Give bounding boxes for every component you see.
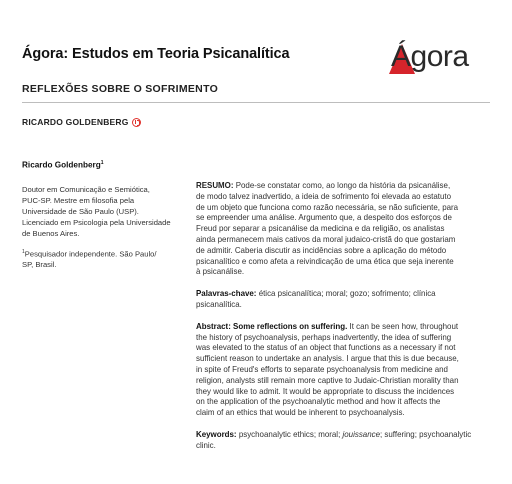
author-byline [22, 117, 141, 127]
author-bio [22, 184, 192, 239]
abstract-pt-label: RESUMO: [196, 181, 234, 190]
author-caps: RICARDO GOLDENBERG [22, 117, 129, 127]
journal-logo [388, 38, 500, 78]
abstract-pt: RESUMO: Pode-se constatar como, ao longo da história da psicanálise, de modo talvez inadvertido, a ideia de sofrimento foi elevada ao estatuto de um objeto que funciona como razão necessária, se não suficiente, para se empreender uma análise. Argumento que, a despeito dos esforços de Freud por separar a psicanálise da medicina e da religião, os analistas ainda permanecem mais cativos da moral judaico-cristã do que gostariam de admitir. Caberia discutir as incidências sobre a aplicação do método psicanalítico e como afeta a reivindicação de uma ética que seja inerente à psicanálise. [196, 181, 459, 277]
bio-line: de Buenos Aires. [22, 228, 80, 238]
author-name: Ricardo Goldenberg$^1$ [22, 160, 104, 170]
bio-line: Universidade de São Paulo (USP). [22, 206, 139, 216]
title-divider [22, 102, 490, 103]
keywords-en-label: Keywords: [196, 429, 237, 439]
abstract-en: Abstract: Some reflections on suffering. It can be seen how, throughout the history of psychoanalysis, perhaps inadvertently, the idea of suffering was elevated to the status of an object that functions as a necessary if not sufficient reason to undertake an analysis. I argue that this is due because, in spite of Freud's efforts to separate psychoanalysis from medicine and religion, analysts still remain more captive to Judaic-Christian morality than they would like to admit. It would be appropriate to discuss the incidences on the application of the psychoanalytic method and how it affects the claim of an ethics that would be inherent to psychoanalysis. [196, 321, 459, 418]
article-title: REFLEXÕES SOBRE O SOFRIMENTO [22, 83, 219, 95]
author-footnote: $^1$Pesquisador independente. São Paulo/ SP, Brasil. [22, 248, 157, 270]
keywords-pt: Palavras-chave: ética psicanalítica; moral; gozo; sofrimento; clínica psicanalítica. [196, 289, 436, 309]
keywords-en: Keywords: psychoanalytic ethics; moral; jouissance; suffering; psychoanalytic clinic. [196, 429, 472, 450]
abstract-en-label: Abstract: Some reflections on suffering. [196, 321, 348, 331]
logo-text: Ágora [391, 40, 469, 73]
journal-title: Ágora: Estudos em Teoria Psicanalítica [22, 46, 290, 62]
abstract-column [196, 181, 492, 463]
bio-line: PUC-SP. Mestre em filosofia pela [22, 195, 135, 205]
orcid-icon[interactable] [132, 118, 141, 127]
bio-line: Doutor em Comunicação e Semiótica, [22, 184, 150, 194]
author-info [22, 158, 192, 270]
keywords-pt-label: Palavras-chave: [196, 289, 257, 299]
bio-line: Licenciado em Psicologia pela Universidade [22, 217, 171, 227]
